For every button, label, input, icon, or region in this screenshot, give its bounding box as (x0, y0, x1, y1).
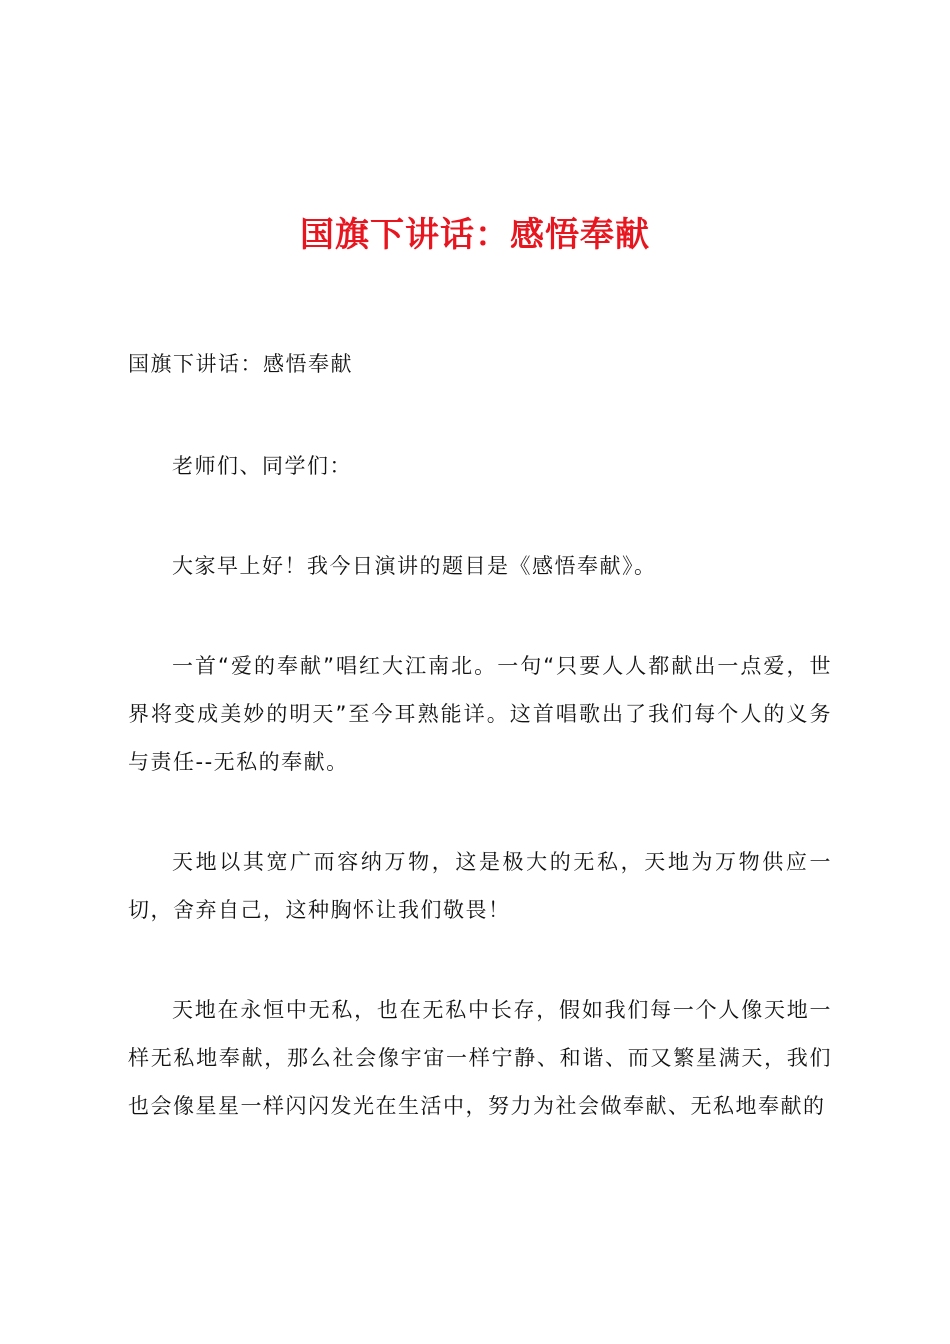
heading-line: 国旗下讲话：感悟奉献 (128, 352, 353, 376)
paragraph-song: 一首“爱的奉献”唱红大江南北。一句“只要人人都献出一点爱，世界将变成美妙的明天”至今耳熟能详。这首唱歌出了我们每个人的义务与责任--无私的奉献。 (128, 654, 832, 774)
paragraph-eternal: 天地在永恒中无私，也在无私中长存，假如我们每一个人像天地一样无私地奉献，那么社会像宇宙一样宁静、和谐、而又繁星满天，我们也会像星星一样闪闪发光在生活中，努力为社会做奉献、无私地奉献的 (128, 998, 832, 1118)
paragraph-greeting: 老师们、同学们： (172, 454, 352, 478)
document-title: 国旗下讲话：感悟奉献 (300, 215, 650, 255)
paragraph-heaven-earth: 天地以其宽广而容纳万物，这是极大的无私，天地为万物供应一切，舍弃自己，这种胸怀让我们敬畏！ (128, 850, 832, 922)
paragraph-opening: 大家早上好！我今日演讲的题目是《感悟奉献》。 (172, 554, 657, 578)
